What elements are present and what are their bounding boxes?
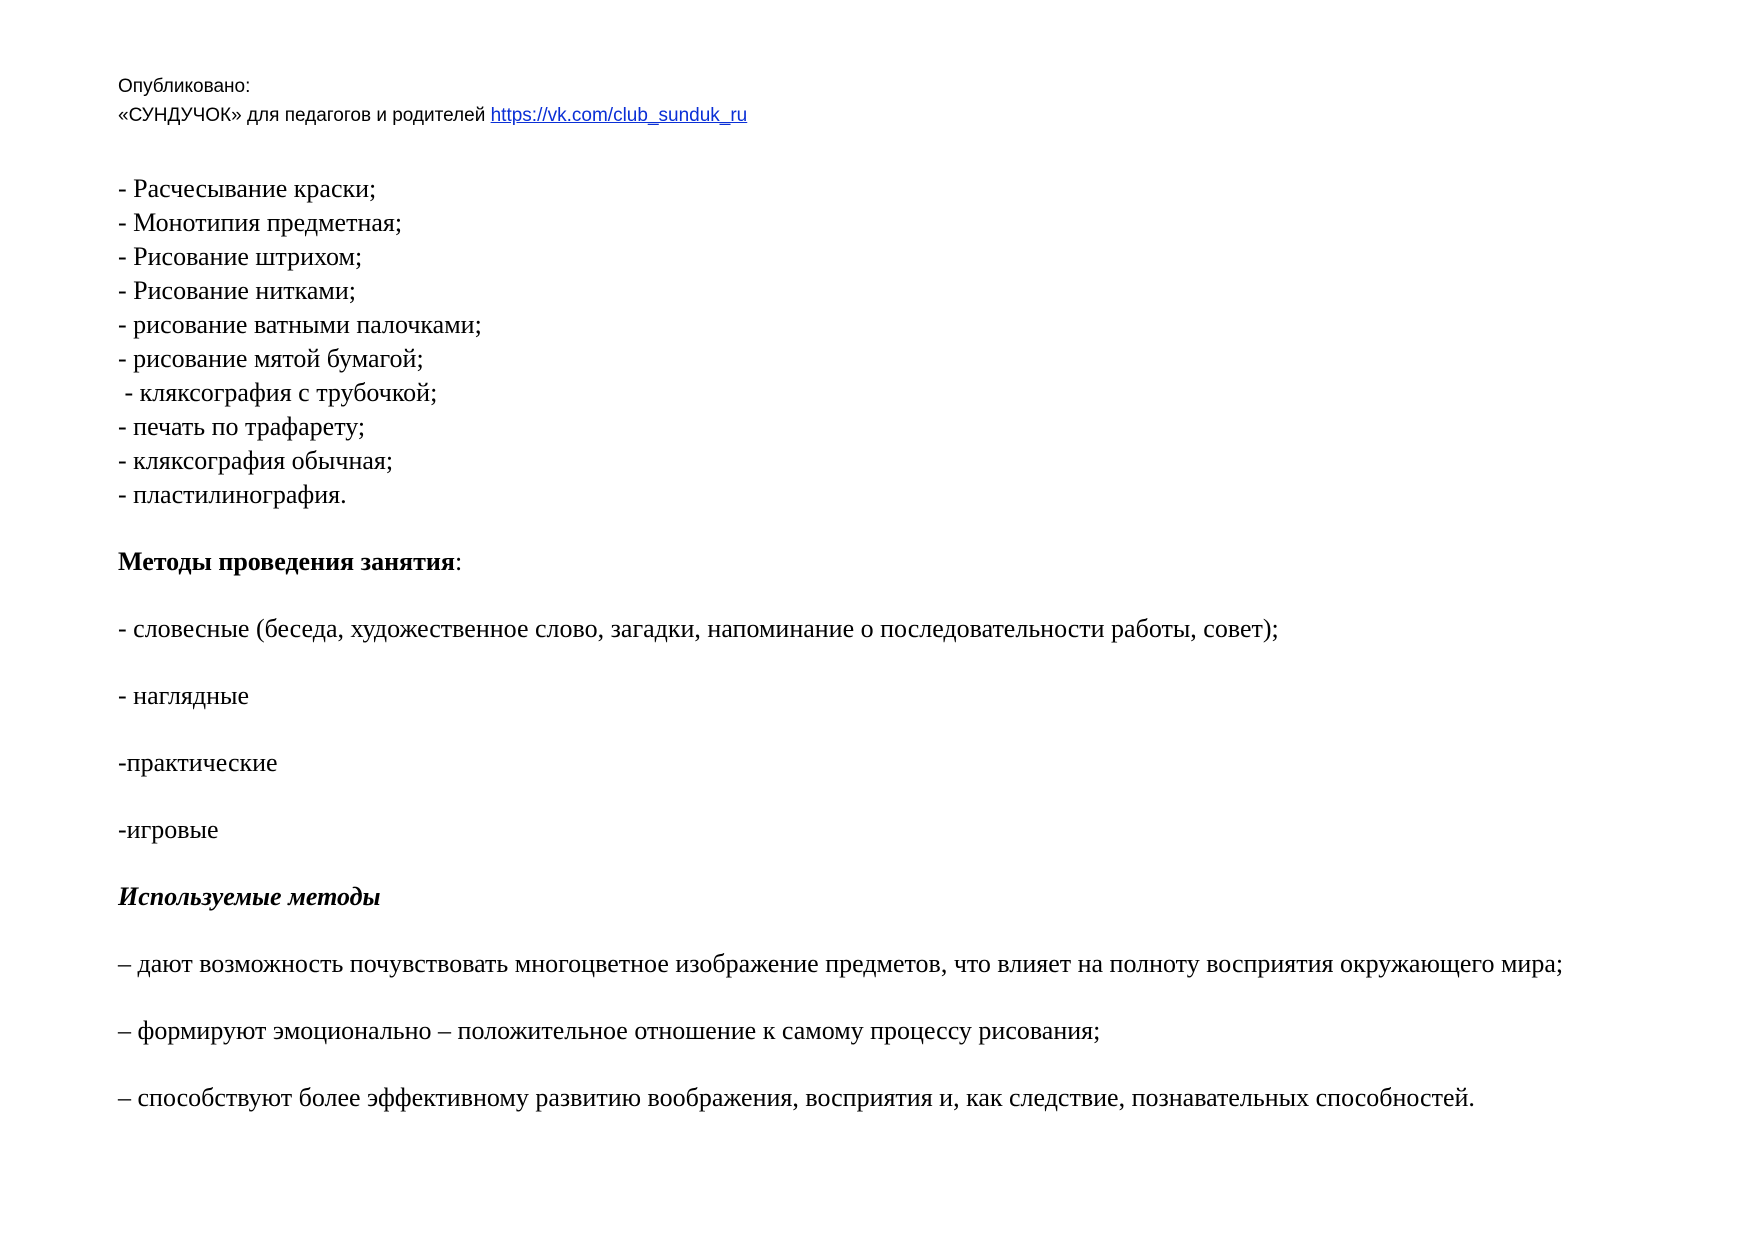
document-page (118, 72, 1703, 1115)
list-item: - кляксография с трубочкой; (118, 378, 438, 407)
published-source (118, 101, 1703, 130)
used-method-item: – способствуют более эффективному развитию воображения, восприятия и, как следствие, познавательных способностей. (118, 1083, 1475, 1112)
method-item: -игровые (118, 815, 219, 844)
methods-heading-suffix: : (454, 547, 463, 576)
list-item: - печать по трафарету; (118, 412, 366, 441)
list-item: - Рисование штрихом; (118, 242, 363, 271)
list-item: - Рисование нитками; (118, 276, 356, 305)
methods-heading-text: Методы проведения занятия (118, 547, 455, 576)
method-item: - наглядные (118, 681, 250, 710)
method-item: - словесные (беседа, художественное слово, загадки, напоминание о последовательности работы, совет); (118, 614, 1279, 643)
source-text: «СУНДУЧОК» для педагогов и родителей (118, 105, 486, 126)
list-item: - Расчесывание краски; (118, 174, 377, 203)
published-label: Опубликовано: (118, 76, 251, 97)
used-method-item: – дают возможность почувствовать многоцветное изображение предметов, что влияет на полноту восприятия окружающего мира; (118, 949, 1564, 978)
published-header (118, 72, 1703, 130)
list-item: - рисование ватными палочками; (118, 310, 482, 339)
used-method-item: – формируют эмоционально – положительное отношение к самому процессу рисования; (118, 1016, 1101, 1045)
used-methods-heading: Используемые методы (118, 882, 381, 911)
list-item: - пластилинография. (118, 480, 347, 509)
source-link[interactable]: https://vk.com/club_sunduk_ru (490, 105, 748, 126)
list-item: - Монотипия предметная; (118, 208, 403, 237)
methods-heading (118, 545, 1703, 579)
list-item: - рисование мятой бумагой; (118, 344, 424, 373)
method-item: -практические (118, 748, 278, 777)
list-item: - кляксография обычная; (118, 446, 394, 475)
techniques-list (118, 172, 1703, 512)
